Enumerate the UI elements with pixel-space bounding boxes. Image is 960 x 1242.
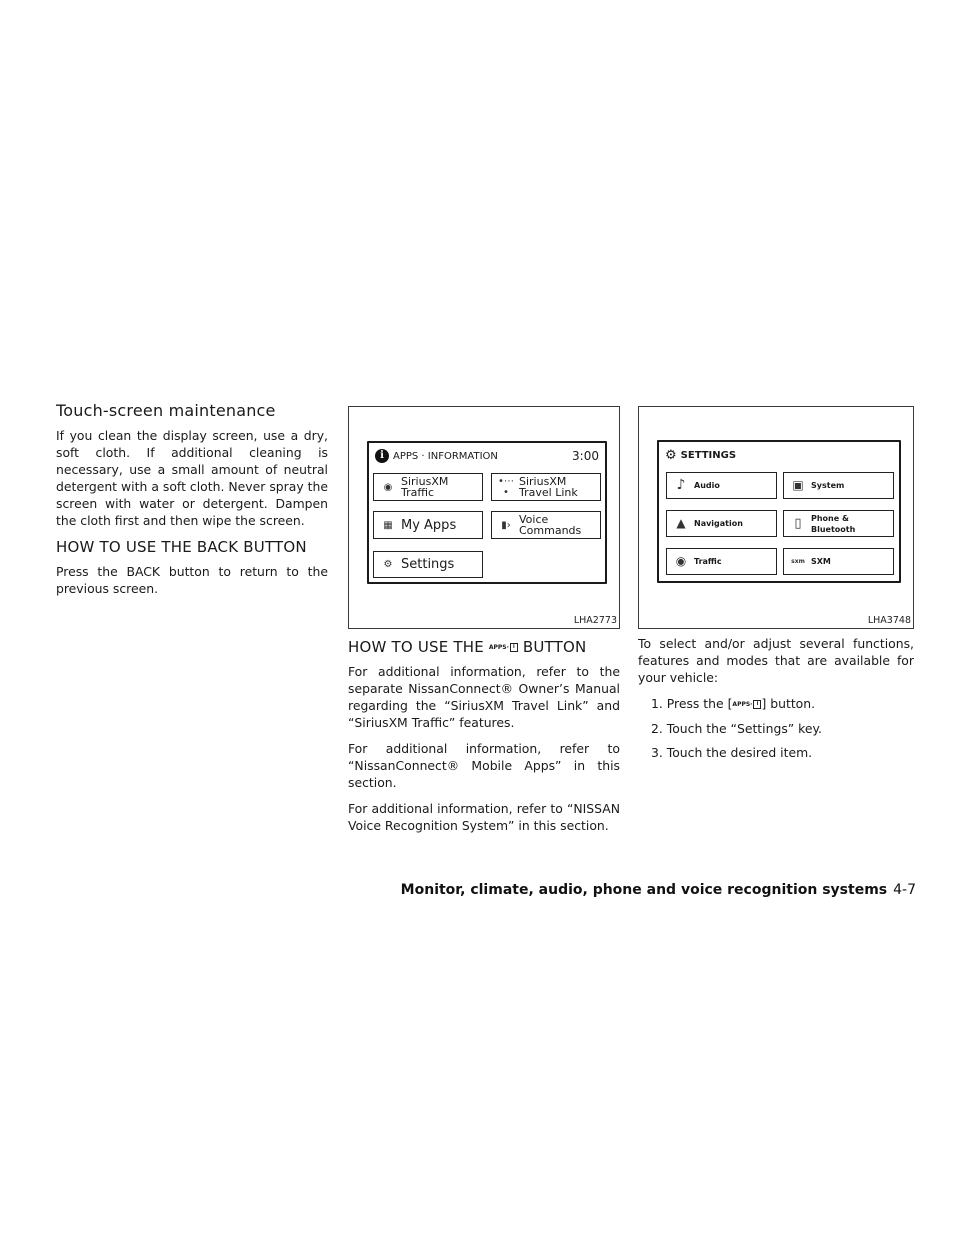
siriusxm-travel-link-label-1: SiriusXM [519,475,567,488]
column-right [638,406,914,768]
voice-icon: ▮› [501,519,511,531]
paragraph-touch-screen: If you clean the display screen, use a dry, soft cloth. If additional cleaning is necessary, use a small amount of neutral detergent with a soft cloth. Never spray the screen with water or detergent. Dampen the cloth first and then wipe the screen. [56,428,328,528]
my-apps-label: My Apps [401,517,457,533]
figure-code: LHA3748 [867,615,911,626]
siriusxm-travel-link-label-2: Travel Link [519,486,578,499]
my-apps-button[interactable] [373,511,483,539]
navigation-arrow-icon: ▲ [676,516,686,530]
heading-pre: HOW TO USE THE [348,638,484,656]
step-1-post: ] button. [761,696,816,711]
apps-chip-text: APPS· [488,644,509,651]
phone-icon: ▯ [794,516,802,531]
navigation-label: Navigation [694,519,743,528]
page-number: 4-7 [893,882,916,898]
figure-apps-information [348,406,620,629]
traffic-car-icon: ◉ [383,481,393,493]
page-footer [401,882,916,898]
gear-icon: ⚙ [665,447,677,463]
phone-bluetooth-label-2: Bluetooth [811,524,856,534]
figure-code: LHA2773 [573,615,617,626]
screen-apps-information [367,441,607,584]
apps-chip-i: i [510,643,518,652]
audio-button[interactable] [666,472,777,499]
system-label: System [811,481,845,490]
paragraph-back-button: Press the BACK button to return to the previous screen. [56,564,328,596]
voice-commands-button[interactable] [491,511,601,539]
system-screen-icon: ▣ [792,478,804,492]
screen-header [665,446,893,464]
step-1-pre: 1. Press the [ [651,696,733,711]
sxm-label: SXM [811,557,831,566]
voice-commands-label-2: Commands [519,524,582,537]
step-2: 2. Touch the “Settings” key. [651,721,822,736]
column-left [56,401,328,606]
siriusxm-traffic-label-1: SiriusXM [401,475,449,488]
phone-bluetooth-button[interactable] [783,510,894,537]
info-icon: i [375,449,389,463]
apps-grid-icon: ▦ [383,519,393,531]
screen-title: APPS · INFORMATION [393,450,498,462]
paragraph-mobile-apps: For additional information, refer to “NissanConnect® Mobile Apps” in this section. [348,741,620,790]
step-1 [651,695,914,713]
column-middle [348,406,620,843]
clock: 3:00 [572,449,599,463]
step-3: 3. Touch the desired item. [651,745,813,760]
apps-info-button-icon [489,643,518,652]
traffic-label: Traffic [694,557,722,566]
section-heading-back-button: HOW TO USE THE BACK BUTTON [56,538,307,556]
travel-link-icon: •⋯• [498,476,514,498]
system-button[interactable] [783,472,894,499]
siriusxm-traffic-button[interactable] [373,473,483,501]
traffic-button[interactable] [666,548,777,575]
screen-title: SETTINGS [680,449,737,461]
figure-settings [638,406,914,629]
traffic-car-icon: ◉ [675,554,687,568]
audio-label: Audio [694,481,720,490]
phone-bluetooth-label-1: Phone & [811,513,849,523]
paragraph-siriusxm: For additional information, refer to the separate NissanConnect® Owner’s Manual regarding the “SiriusXM Travel Link” and “SiriusXM Traffic” features. [348,664,620,730]
siriusxm-travel-link-button[interactable] [491,473,601,501]
footer-title: Monitor, climate, audio, phone and voice recognition systems [400,882,888,898]
voice-commands-label-1: Voice [519,513,549,526]
heading-post: BUTTON [522,638,587,656]
music-note-icon: ♪ [676,477,686,493]
apps-chip-i: i [753,700,761,709]
gear-icon: ⚙ [383,559,393,570]
screen-settings [657,440,901,583]
navigation-button[interactable] [666,510,777,537]
settings-label: Settings [401,557,455,572]
sxm-button[interactable] [783,548,894,575]
apps-info-button-icon [732,696,761,713]
paragraph-voice-recognition: For additional information, refer to “NISSAN Voice Recognition System” in this section. [348,801,620,833]
paragraph-settings-intro: To select and/or adjust several functions, features and modes that are available for your vehicle: [638,636,914,685]
settings-button[interactable] [373,551,483,578]
section-heading-touch-screen: Touch-screen maintenance [56,401,276,420]
sxm-logo-icon: sxm [791,558,805,565]
screen-header [375,447,599,465]
siriusxm-traffic-label-2: Traffic [401,486,435,499]
apps-chip-text: APPS· [732,701,753,708]
section-heading-apps-button [348,638,620,656]
